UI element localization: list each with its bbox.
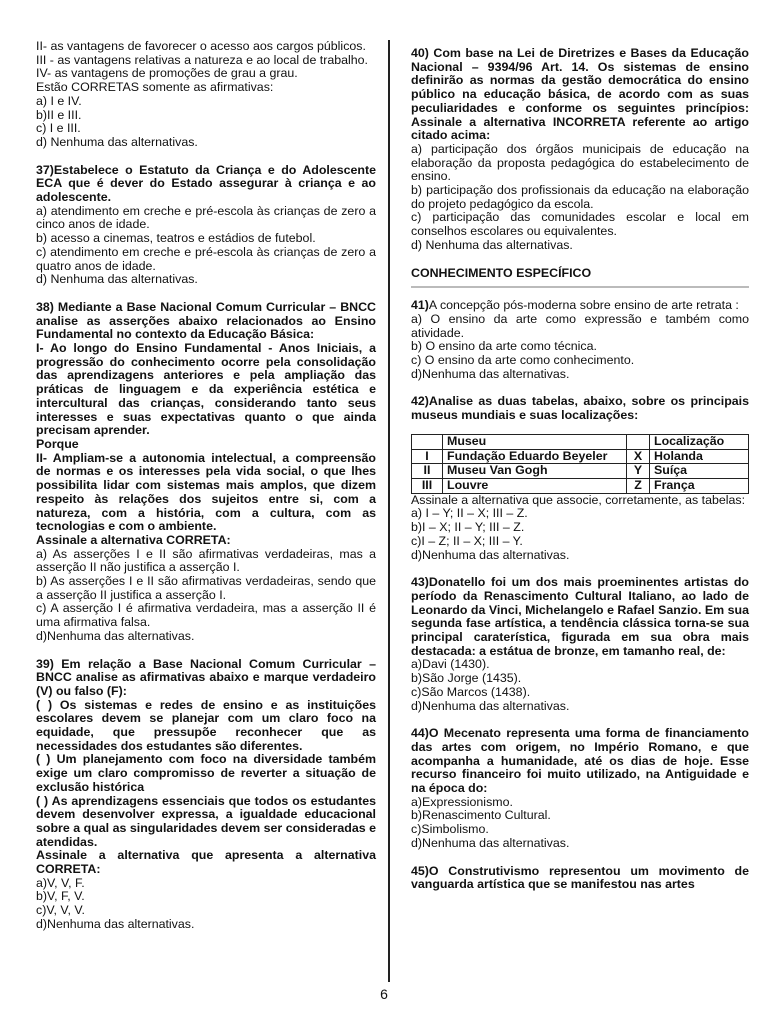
section-divider — [411, 286, 749, 288]
option: a) I – Y; II – X; III – Z. — [411, 506, 528, 521]
option: d)Nenhuma das alternativas. — [411, 835, 570, 850]
option: d)Nenhuma das alternativas. — [411, 366, 570, 381]
question-text: A concepção pós-moderna sobre ensino de arte retrata : — [428, 298, 739, 313]
option: d)Nenhuma das alternativas. — [36, 628, 195, 643]
option: a) I e IV. — [36, 93, 82, 108]
option: c) O ensino da arte como conhecimento. — [411, 353, 635, 368]
text-line: Estão CORRETAS somente as afirmativas: — [36, 80, 274, 95]
option: a) O ensino da arte como expressão e também como atividade. — [411, 311, 749, 340]
option: b) participação dos profissionais da educação na elaboração do projeto pedagógico da escola. — [411, 183, 749, 211]
option: a) As asserções I e II são afirmativas verdadeiras, mas a asserção II não justifica a asserção I. — [36, 546, 376, 575]
question-40-stem: 40) Com base na Lei de Diretrizes e Bases da Educação Nacional – 9394/96 Art. 14. Os sistemas de ensino definirão as normas da gestão democrática do ensino público na educação básica, de acordo com as suas peculiaridades e conforme os seguintes princípios: Assinale a alternativa INCORRETA referente ao artigo citado acima: — [411, 46, 749, 143]
table-cell: I — [412, 449, 443, 464]
text-line: III - as vantagens relativas a natureza e ao local de trabalho. — [36, 52, 368, 67]
option: d)Nenhuma das alternativas. — [411, 698, 570, 713]
question-39-stem: 39) Em relação a Base Nacional Comum Curricular – BNCC analise as afirmativas abaixo e marque verdadeiro (V) ou falso (F): — [36, 656, 376, 698]
question-44-stem: 44)O Mecenato representa uma forma de financiamento das artes com origem, no Império Romano, e que acompanha a humanidade, até os dias de hoje. Esse recurso financeiro foi muito utilizado, na Antiguidade e na época do: — [411, 726, 749, 796]
option: a) participação dos órgãos municipais de educação na elaboração da proposta pedagógica do estabelecimento de ensino. — [411, 141, 749, 184]
table-cell: França — [650, 478, 749, 493]
table-cell: X — [627, 449, 650, 464]
option: b) acesso a cinemas, teatros e estádios de futebol. — [36, 231, 316, 246]
page-number: 6 — [380, 986, 388, 1002]
option: a)Davi (1430). — [411, 657, 490, 672]
option: c)V, V, V. — [36, 903, 85, 918]
question-37-stem: 37)Estabelece o Estatuto da Criança e do Adolescente ECA que é dever do Estado assegurar à criança e ao adolescente. — [36, 162, 376, 205]
option: b) As asserções I e II são afirmativas verdadeiras, sendo que a asserção II justifica a asserção I. — [36, 574, 376, 602]
option: d)Nenhuma das alternativas. — [411, 547, 570, 562]
question-43-stem: 43)Donatello foi um dos mais proeminentes artistas do período da Renascimento Cultural Italiano, ao lado de Leonardo da Vinci, Michelangelo e Rafael Sanzio. Em sua segunda fase artística, a tendência clássica torna-se sua principal caraterística, figurada em sua obra mais destacada: a estátua de bronze, em tamanho real, de: — [411, 575, 749, 658]
table-cell: Y — [627, 464, 650, 479]
option: c) A asserção I é afirmativa verdadeira, mas a asserção II é uma afirmativa falsa. — [36, 601, 376, 630]
option: d) Nenhuma das alternativas. — [411, 237, 573, 252]
instruction: Assinale a alternativa que apresenta a alternativa CORRETA: — [36, 848, 376, 877]
left-column — [36, 40, 376, 932]
question-38-stem: 38) Mediante a Base Nacional Comum Curricular – BNCC analise as asserções abaixo relacionados ao Ensino Fundamental no contexto da Educação Básica: — [36, 299, 376, 342]
option: c) participação das comunidades escolar e local em conselhos escolares ou equivalentes. — [411, 210, 749, 239]
table-cell: III — [412, 478, 443, 493]
table-cell: Z — [627, 478, 650, 493]
header-cell: Museu — [443, 434, 627, 449]
table-row — [412, 478, 749, 493]
table-cell: Museu Van Gogh — [443, 464, 627, 479]
option: a) atendimento em creche e pré-escola às crianças de zero a cinco anos de idade. — [36, 203, 376, 232]
instruction: Assinale a alternativa CORRETA: — [36, 532, 231, 547]
table-cell: Fundação Eduardo Beyeler — [443, 449, 627, 464]
question-41-stem — [411, 299, 749, 313]
text-line: II- as vantagens de favorecer o acesso aos cargos públicos. — [36, 39, 366, 53]
table-cell: II — [412, 464, 443, 479]
option: b) O ensino da arte como técnica. — [411, 339, 597, 354]
header-cell — [412, 434, 443, 449]
question-45-stem: 45)O Construtivismo representou um movimento de vanguarda artística que se manifestou nas artes — [411, 863, 749, 892]
option: d)Nenhuma das alternativas. — [36, 916, 195, 931]
table-row — [412, 449, 749, 464]
option: b)São Jorge (1435). — [411, 671, 522, 686]
option: a)V, V, F. — [36, 875, 85, 890]
column-divider — [388, 40, 390, 982]
tf-item: ( ) Os sistemas e redes de ensino e as instituições escolares devem se planejar com um claro foco na equidade, que pressupõe reconhecer que as necessidades dos estudantes são diferentes. — [36, 697, 376, 753]
option: b)II e III. — [36, 107, 82, 122]
tf-item: ( ) As aprendizagens essenciais que todos os estudantes devem desenvolver expressa, a igualdade educacional sobre a qual as singularidades devem ser consideradas e atendidas. — [36, 793, 376, 849]
right-column — [411, 40, 749, 892]
option: d) Nenhuma das alternativas. — [36, 134, 198, 149]
header-cell: Localização — [650, 434, 749, 449]
porque-label: Porque — [36, 436, 79, 451]
table-cell: Suíça — [650, 464, 749, 479]
assertion-2: II- Ampliam-se a autonomia intelectual, a compreensão de normas e os interesses pela vida social, o que lhes possibilita lidar com sistemas mais amplos, que dizem respeito às relações dos sujeitos entre si, com a natureza, com a história, com a cultura, com as tecnologias e com o ambiente. — [36, 450, 376, 534]
assertion-1: I- Ao longo do Ensino Fundamental - Anos Iniciais, a progressão do conhecimento ocorre pela consolidação das aprendizagens anteriores e pela ampliação das práticas de linguagem e da experiência estética e intercultural das crianças, considerando tanto seus interesses e suas expectativas quanto o que ainda precisam aprender. — [36, 341, 376, 438]
option: c) atendimento em creche e pré-escola às crianças de zero a quatro anos de idade. — [36, 244, 376, 273]
museum-table — [411, 434, 749, 494]
table-row — [412, 464, 749, 479]
section-title: CONHECIMENTO ESPECÍFICO — [411, 265, 592, 280]
option: b)Renascimento Cultural. — [411, 808, 551, 823]
question-42-stem: 42)Analise as duas tabelas, abaixo, sobre os principais museus mundiais e suas localizações: — [411, 394, 749, 423]
option: d) Nenhuma das alternativas. — [36, 272, 198, 287]
table-cell: Holanda — [650, 449, 749, 464]
option: c)Simbolismo. — [411, 822, 489, 837]
question-number: 41) — [411, 298, 429, 313]
option: c) I e III. — [36, 121, 81, 136]
header-cell — [627, 434, 650, 449]
option: b)V, F, V. — [36, 889, 85, 904]
tf-item: ( ) Um planejamento com foco na diversidade também exige um claro compromisso de reverter a situação de exclusão histórica — [36, 752, 376, 794]
option: b)I – X; II – Y; III – Z. — [411, 520, 525, 535]
option: a)Expressionismo. — [411, 794, 513, 809]
option: c)São Marcos (1438). — [411, 684, 531, 699]
table-header-row — [412, 434, 749, 449]
option: c)I – Z; II – X; III – Y. — [411, 533, 523, 548]
instruction: Assinale a alternativa que associe, corretamente, as tabelas: — [411, 492, 746, 507]
text-line: IV- as vantagens de promoções de grau a grau. — [36, 66, 298, 81]
table-cell: Louvre — [443, 478, 627, 493]
